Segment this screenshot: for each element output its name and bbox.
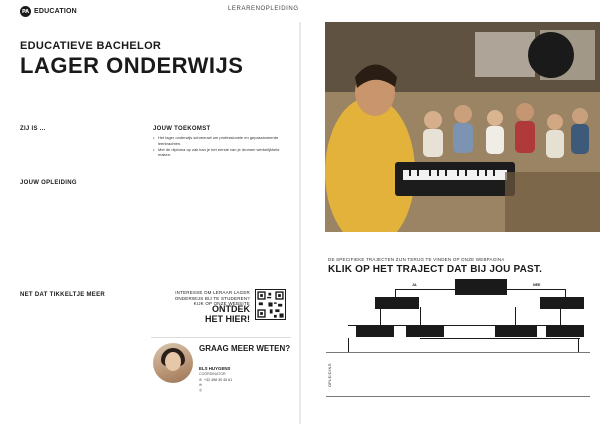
brand-logo[interactable] — [20, 6, 77, 17]
interest-cta-text: INTERESSE OM LERAAR LAGER ONDERWIJS BIJ TE STUDEREN? KIJK OP ONZE WEBSITE — [174, 290, 250, 307]
zij-is-section — [20, 126, 146, 135]
header-bar — [0, 0, 600, 22]
jouw-toekomst-list — [153, 135, 293, 158]
connector-line — [380, 307, 381, 325]
list-item: • Het lager onderwijs schreeuwt om professionele en gepassioneerde leerkrachten. — [153, 135, 293, 146]
opleiding-card[interactable] — [337, 355, 376, 394]
opleiding-card[interactable] — [507, 355, 546, 394]
page-title: LAGER ONDERWIJS — [20, 53, 244, 78]
jouw-toekomst-section — [153, 126, 293, 159]
jouw-opleiding-heading: JOUW OPLEIDING — [20, 180, 77, 186]
contact-phone-text: +32 498 30 45 61 — [204, 378, 233, 382]
opleiding-card[interactable] — [380, 355, 419, 394]
tikkeltje-meer-section — [20, 292, 146, 301]
connector-line — [560, 307, 561, 325]
logo-mark-icon: PA — [20, 6, 31, 17]
connector-line — [565, 289, 566, 297]
globe-icon: ◎ — [199, 388, 203, 392]
opleiding-band-label — [327, 356, 334, 394]
section-tag: LERARENOPLEIDING — [228, 6, 299, 12]
jouw-opleiding-section — [20, 180, 146, 189]
connector-line — [420, 338, 580, 339]
avatar — [153, 343, 193, 383]
flow-question-right — [540, 297, 584, 309]
flow-branch-2[interactable] — [406, 325, 444, 337]
opleiding-card[interactable] — [422, 355, 461, 394]
flow-branch-1[interactable] — [356, 325, 394, 337]
opleiding-band-text: OPLEIDING — [328, 362, 333, 388]
page-kicker: EDUCATIEVE BACHELOR — [20, 40, 162, 52]
phone-icon: ✆ — [199, 378, 203, 382]
page-spine — [299, 0, 301, 424]
connector-line — [515, 307, 516, 325]
flow-start-question — [455, 279, 507, 295]
flow-branch-3[interactable] — [495, 325, 537, 337]
list-item: • Met de diploma op zak kan je het eerste van je dromen werkelijkheid maken. — [153, 147, 293, 158]
contact-phone[interactable] — [199, 378, 232, 382]
route-title: KLIK OP HET TRAJECT DAT BIJ JOU PAST. — [328, 264, 543, 275]
opleiding-card[interactable] — [465, 355, 504, 394]
connector-line — [420, 307, 421, 325]
flow-branch-4[interactable] — [546, 325, 584, 337]
contact-email[interactable] — [199, 383, 204, 387]
discover-link[interactable]: ONTDEK HET HIER! — [205, 304, 250, 324]
jouw-toekomst-heading: JOUW TOEKOMST — [153, 126, 211, 132]
flow-yes-label: JA — [412, 283, 417, 287]
connector-line — [395, 289, 396, 297]
route-subtitle: DE SPECIFIEKE TRAJECTEN ZIJN TERUG TE VINDEN OP ONZE WEBPAGINA — [328, 257, 505, 262]
qr-code-icon[interactable] — [255, 289, 286, 320]
flow-question-left — [375, 297, 419, 309]
connector-line — [578, 338, 579, 352]
tikkeltje-meer-heading: NET DAT TIKKELTJE MEER — [20, 292, 106, 298]
opleiding-card[interactable] — [550, 355, 589, 394]
mail-icon: ✉ — [199, 383, 203, 387]
connector-line — [348, 338, 349, 352]
avatar-face — [165, 352, 181, 371]
contact-title: GRAAG MEER WETEN? — [199, 344, 291, 353]
zij-is-heading: ZIJ IS ... — [20, 126, 46, 132]
contact-web[interactable] — [199, 388, 204, 392]
logo-text: EDUCATION — [34, 8, 77, 15]
contact-name: ELS HUYGENS — [199, 366, 231, 371]
contact-role: COÖRDINATOR — [199, 372, 226, 376]
flow-no-label: NEE — [533, 283, 541, 287]
